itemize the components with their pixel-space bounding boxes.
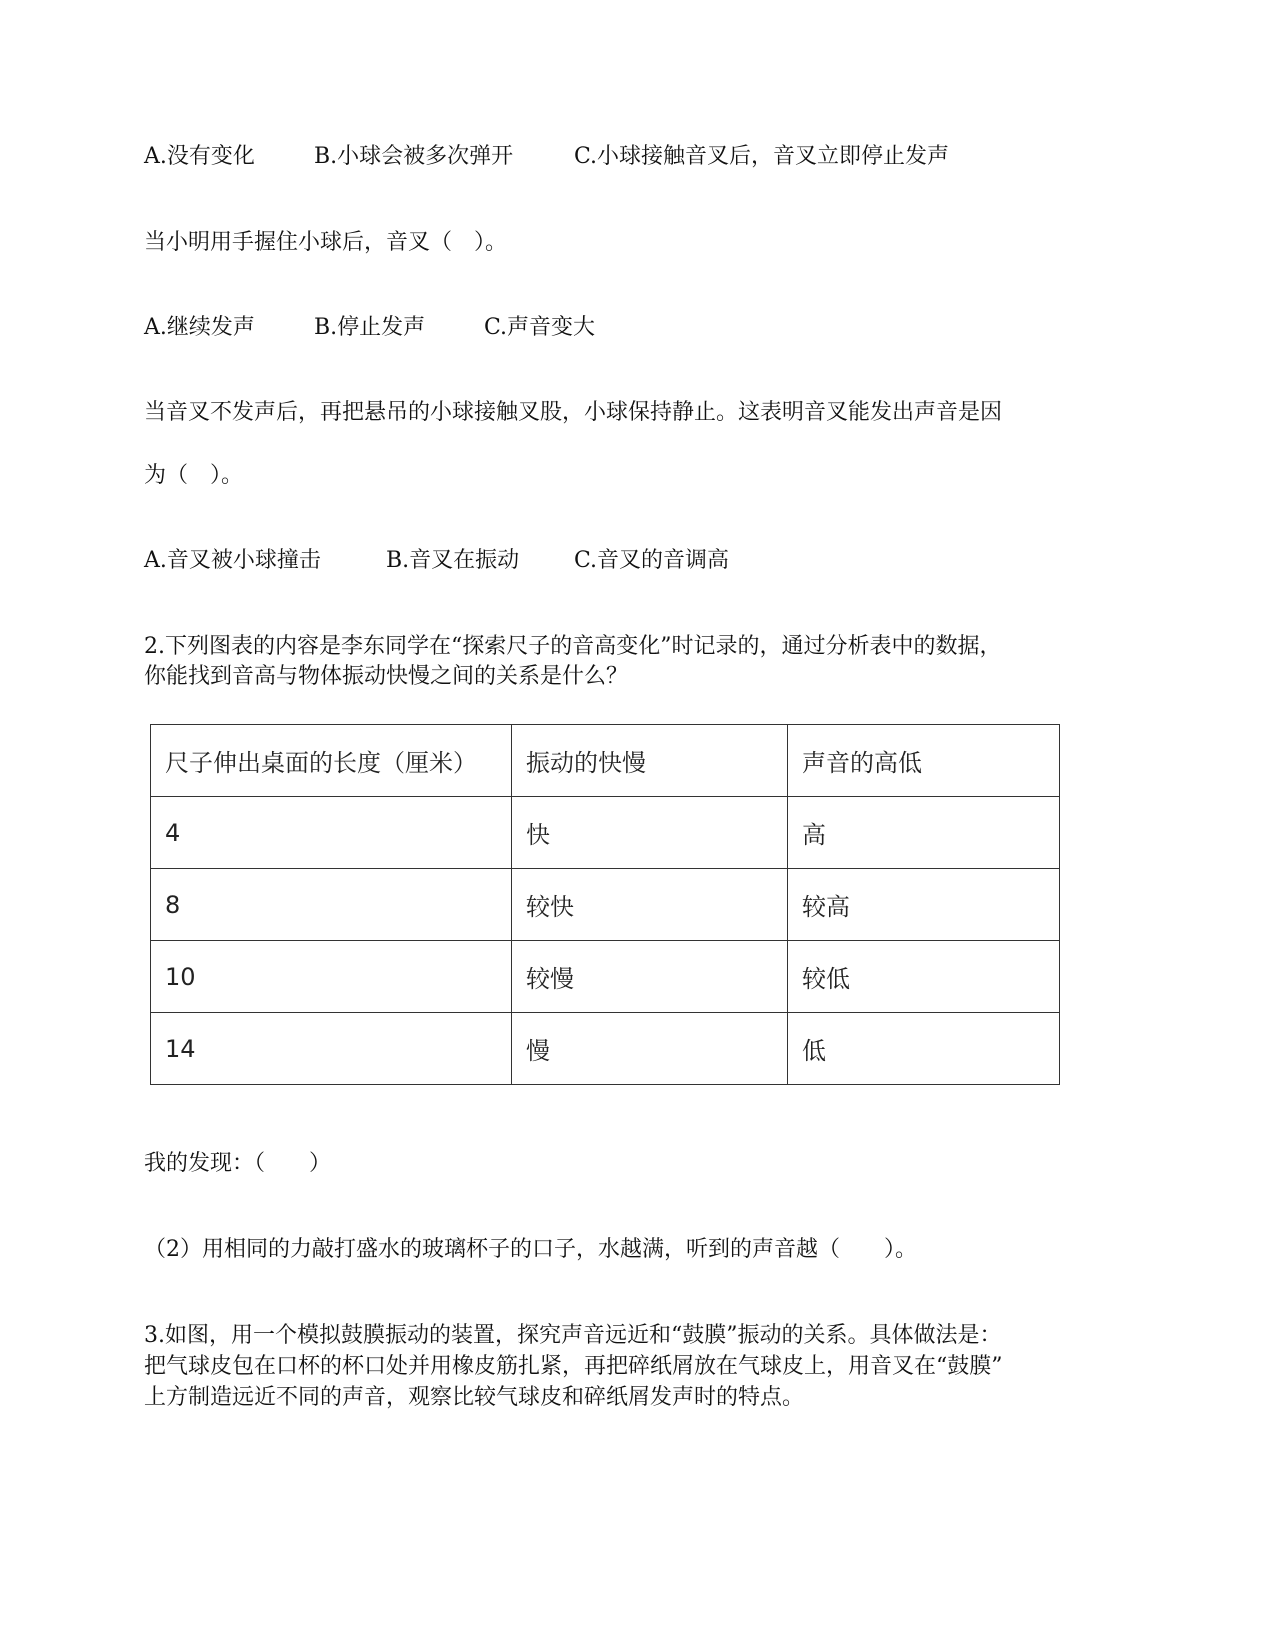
- option-a: A.音叉被小球撞击: [144, 548, 321, 573]
- table-row: [151, 941, 1060, 1013]
- cell: 高: [788, 797, 1060, 869]
- cell: 慢: [512, 1013, 788, 1085]
- header-cell: 振动的快慢: [512, 725, 788, 797]
- q3-line2: 把气球皮包在口杯的杯口处并用橡皮筋扎紧，再把碎纸屑放在气球皮上，用音叉在“鼓膜”: [144, 1354, 1003, 1379]
- cell: 14: [151, 1013, 512, 1085]
- q3-line1: 3.如图，用一个模拟鼓膜振动的装置，探究声音远近和“鼓膜”振动的关系。具体做法是：: [144, 1323, 1002, 1348]
- q1-part3-line2: 为（ ）。: [144, 463, 244, 488]
- header-cell: 尺子伸出桌面的长度（厘米）: [151, 725, 512, 797]
- q1-options-a: [144, 142, 949, 172]
- q2-part2: （2）用相同的力敲打盛水的玻璃杯子的口子，水越满，听到的声音越（ ）。: [144, 1237, 917, 1262]
- option-a: A.没有变化: [144, 144, 255, 169]
- cell: 较慢: [512, 941, 788, 1013]
- q2-line1: 2.下列图表的内容是李东同学在“探索尺子的音高变化”时记录的，通过分析表中的数据，: [144, 634, 1002, 659]
- q3-line3: 上方制造远近不同的声音，观察比较气球皮和碎纸屑发声时的特点。: [144, 1385, 805, 1410]
- cell: 8: [151, 869, 512, 941]
- q2-finding: 我的发现：（ ）: [144, 1151, 332, 1176]
- cell: 快: [512, 797, 788, 869]
- table-row: [151, 869, 1060, 941]
- cell: 10: [151, 941, 512, 1013]
- q1-part3-line1: 当音叉不发声后，再把悬吊的小球接触叉股，小球保持静止。这表明音叉能发出声音是因: [144, 400, 1003, 425]
- q1-options-c: [144, 546, 729, 576]
- cell: 4: [151, 797, 512, 869]
- option-b: B.音叉在振动: [386, 548, 520, 573]
- option-b: B.小球会被多次弹开: [314, 144, 514, 169]
- header-cell: 声音的高低: [788, 725, 1060, 797]
- data-table: [150, 724, 1060, 1085]
- table-row: [151, 1013, 1060, 1085]
- q1-part2: 当小明用手握住小球后，音叉（ ）。: [144, 230, 508, 255]
- option-c: C.小球接触音叉后，音叉立即停止发声: [574, 144, 950, 169]
- cell: 较高: [788, 869, 1060, 941]
- table-row: [151, 797, 1060, 869]
- option-a: A.继续发声: [144, 315, 255, 340]
- option-c: C.声音变大: [484, 315, 596, 340]
- cell: 较低: [788, 941, 1060, 1013]
- option-c: C.音叉的音调高: [574, 548, 730, 573]
- cell: 低: [788, 1013, 1060, 1085]
- table-header-row: [151, 725, 1060, 797]
- q2-line2: 你能找到音高与物体振动快慢之间的关系是什么？: [144, 664, 629, 689]
- cell: 较快: [512, 869, 788, 941]
- q1-options-b: [144, 313, 595, 343]
- option-b: B.停止发声: [314, 315, 426, 340]
